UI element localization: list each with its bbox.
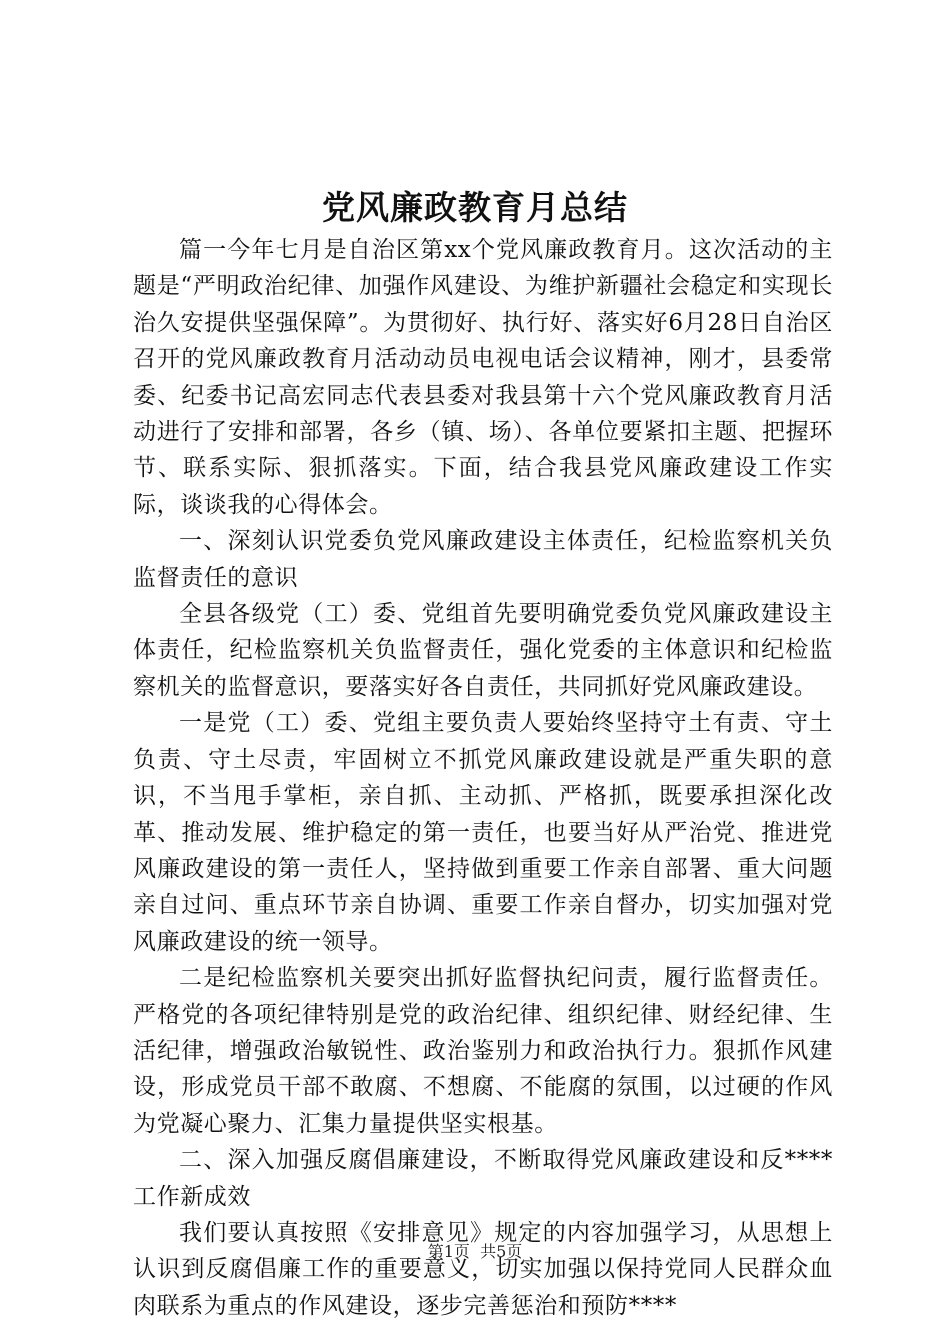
section-heading-2: 二、深入加强反腐倡廉建设，不断取得党风廉政建设和反****工作新成效: [133, 1147, 833, 1210]
section-heading-1: 一、深刻认识党委负党风廉政建设主体责任，纪检监察机关负监督责任的意识: [133, 528, 833, 591]
document-body: [133, 232, 833, 1324]
paragraph-1: 全县各级党（工）委、党组首先要明确党委负党风廉政建设主体责任，纪检监察机关负监督责任，强化党委的主体意识和纪检监察机关的监督意识，要落实好各自责任，共同抓好党风廉政建设。: [133, 601, 833, 700]
paragraph-4: 我们要认真按照《安排意见》规定的内容加强学习，从思想上认识到反腐倡廉工作的重要意义，切实加强以保持党同人民群众血肉联系为重点的作风建设，逐步完善惩治和预防****: [133, 1219, 833, 1319]
paragraph-3: 二是纪检监察机关要突出抓好监督执纪问责，履行监督责任。严格党的各项纪律特别是党的政治纪律、组织纪律、财经纪律、生活纪律，增强政治敏锐性、政治鉴别力和政治执行力。狠抓作风建设，形成党员干部不敢腐、不想腐、不能腐的氛围，以过硬的作风为党凝心聚力、汇集力量提供坚实根基。: [133, 965, 833, 1137]
paragraph-2: 一是党（工）委、党组主要负责人要始终坚持守土有责、守土负责、守土尽责，牢固树立不抓党风廉政建设就是严重失职的意识，不当甩手掌柜，亲自抓、主动抓、严格抓，既要承担深化改革、推动发展、维护稳定的第一责任，也要当好从严治党、推进党风廉政建设的第一责任人，坚持做到重要工作亲自部署、重大问题亲自过问、重点环节亲自协调、重要工作亲自督办，切实加强对党风廉政建设的统一领导。: [133, 710, 833, 955]
page-number: 第1页 共5页: [427, 1242, 523, 1261]
page-footer: [0, 1240, 950, 1264]
document-title: 党风廉政教育月总结: [322, 188, 628, 227]
paragraph-intro: 篇一今年七月是自治区第xx个党风廉政教育月。这次活动的主题是“严明政治纪律、加强作风建设、为维护新疆社会稳定和实现长治久安提供坚强保障”。为贯彻好、执行好、落实好6月28日自治区召开的党风廉政教育月活动动员电视电话会议精神，刚才，县委常委、纪委书记高宏同志代表县委对我县第十六个党风廉政教育月活动进行了安排和部署，各乡（镇、场）、各单位要紧扣主题、把握环节、联系实际、狠抓落实。下面，结合我县党风廉政建设工作实际，谈谈我的心得体会。: [133, 237, 833, 518]
